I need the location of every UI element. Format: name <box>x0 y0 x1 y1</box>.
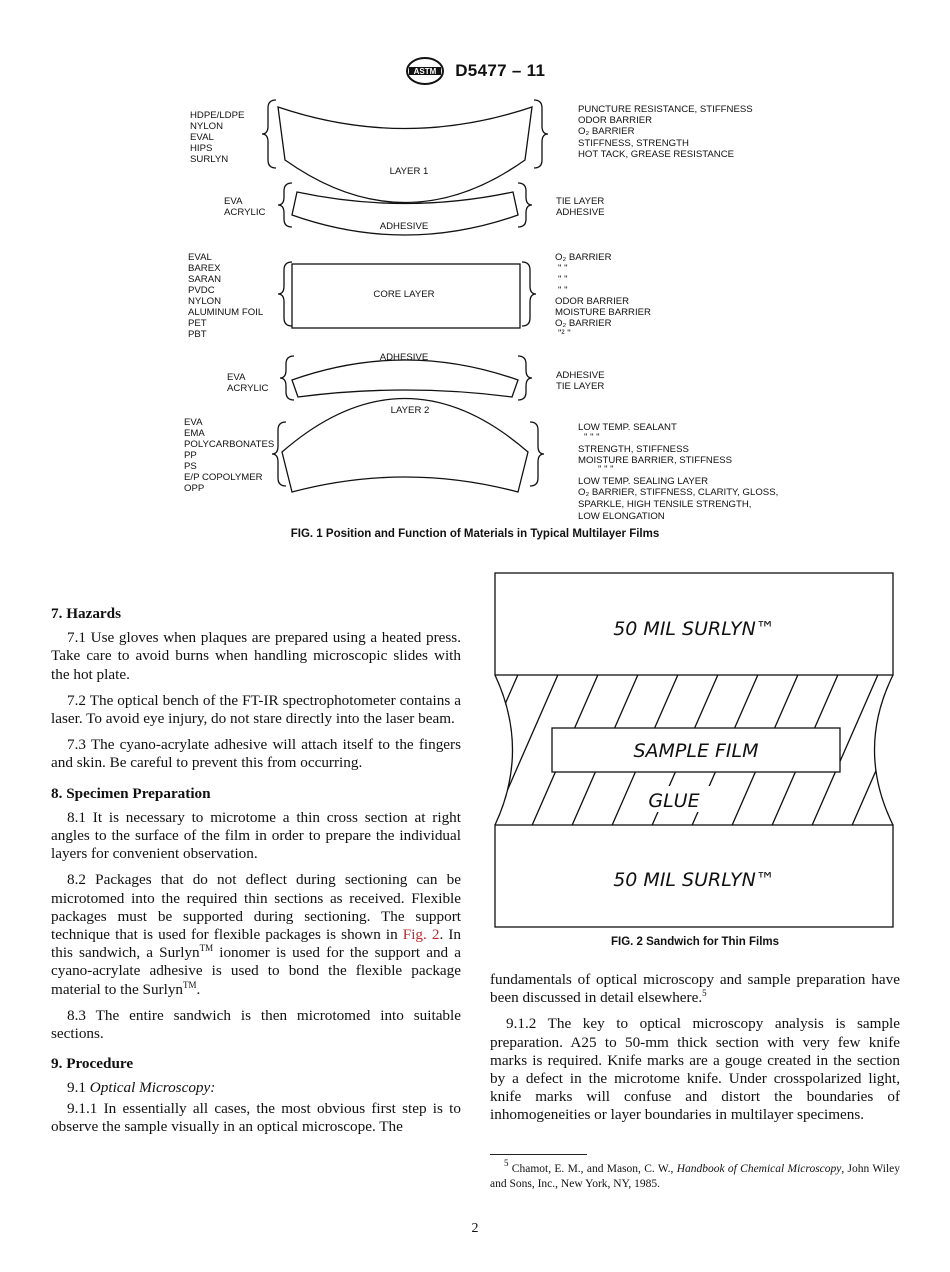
right-column <box>490 971 900 1133</box>
function-label: TIE LAYER <box>556 381 605 392</box>
paragraph-8-3: 8.3 The entire sandwich is then microtomed into suitable sections. <box>51 1006 461 1043</box>
material-label: PET <box>188 318 207 329</box>
section-7-heading: 7. Hazards <box>51 605 122 622</box>
material-label: HIPS <box>190 143 213 154</box>
function-label: " " <box>558 285 568 296</box>
paragraph-8-1: 8.1 It is necessary to microtome a thin cross section at right angles to the surface of the film in order to prepare the individual layers for convenient observation. <box>51 808 461 863</box>
function-label: " " <box>558 263 568 274</box>
function-label: ADHESIVE <box>556 370 605 381</box>
left-column <box>51 605 461 1144</box>
continued-paragraph: fundamentals of optical microscopy and sample preparation have been discussed in detail elsewhere.$^5$ <box>490 971 900 1007</box>
function-label: O₂ BARRIER <box>555 318 612 329</box>
function-label: "² " <box>558 328 571 339</box>
function-label: SPARKLE, HIGH TENSILE STRENGTH, <box>578 499 752 510</box>
function-label: " " <box>558 274 568 285</box>
core-layer-label: CORE LAYER <box>373 289 435 300</box>
function-label: O₂ BARRIER <box>578 126 635 137</box>
material-label: SURLYN <box>190 154 229 165</box>
function-label: STIFFNESS, STRENGTH <box>578 138 689 149</box>
standard-designation: D5477 – 11 <box>455 61 546 80</box>
material-label: EVA <box>184 417 203 428</box>
paragraph-9-1-2: 9.1.2 The key to optical microscopy analysis is sample preparation. A25 to 50-mm thick section with very few knife marks is required. Knife marks are a gouge created in the section by a defect in the microtome knife. Under crosspolarized light, knife marks will confuse and distort the boundaries of inhomogeneities or layer boundaries in multilayer specimens. <box>490 1015 900 1124</box>
page-number: 2 <box>471 1221 479 1236</box>
material-label: POLYCARBONATES <box>184 439 275 450</box>
fig2-link[interactable]: Fig. 2 <box>402 926 440 944</box>
paragraph-7-1: 7.1 Use gloves when plaques are prepared using a heated press. Take care to avoid burns when handling microscopic slides with the hot plate. <box>51 629 461 683</box>
footnote-ref[interactable]: 5 <box>702 988 707 999</box>
material-label: EMA <box>184 428 205 439</box>
function-label: ADHESIVE <box>556 207 605 218</box>
function-label: LOW ELONGATION <box>578 511 665 522</box>
material-label: ALUMINUM FOIL <box>188 307 264 318</box>
material-label: E/P COPOLYMER <box>184 472 263 483</box>
footnote-divider <box>490 1154 587 1155</box>
material-label: HDPE/LDPE <box>190 110 245 121</box>
function-label: " " " <box>584 432 600 443</box>
paragraph-7-3: 7.3 The cyano-acrylate adhesive will attach itself to the fingers and skin. Be careful to prevent this from occurring. <box>51 736 461 772</box>
layer1-shape <box>278 107 532 203</box>
material-label: BAREX <box>188 263 221 274</box>
material-label: OPP <box>184 483 205 494</box>
figure-1-diagram <box>0 0 950 560</box>
material-label: EVAL <box>188 252 212 263</box>
figure-2-caption: FIG. 2 Sandwich for Thin Films <box>610 936 780 948</box>
function-label: LOW TEMP. SEALING LAYER <box>578 476 709 487</box>
function-label: PUNCTURE RESISTANCE, STIFFNESS <box>578 104 753 115</box>
adhesive1-label: ADHESIVE <box>379 221 429 232</box>
figure-1-caption: FIG. 1 Position and Function of Materials in Typical Multilayer Films <box>290 528 660 540</box>
function-label: HOT TACK, GREASE RESISTANCE <box>578 149 735 160</box>
function-label: LOW TEMP. SEALANT <box>578 422 677 433</box>
section-8-heading: 8. Specimen Preparation <box>51 784 211 802</box>
material-label: EVA <box>227 372 246 383</box>
function-label: STRENGTH, STIFFNESS <box>578 444 689 455</box>
function-label: ODOR BARRIER <box>555 296 630 307</box>
adhesive2-shape <box>292 360 518 397</box>
svg-text:ASTM: ASTM <box>413 67 437 76</box>
material-label: EVAL <box>190 132 214 143</box>
figure-2-diagram <box>490 570 900 935</box>
layer2-label: LAYER 2 <box>390 405 430 416</box>
material-label: NYLON <box>188 296 222 307</box>
paragraph-9-1-1: 9.1.1 In essentially all cases, the most obvious first step is to observe the sample visually in an optical microscope. The <box>51 1099 461 1135</box>
function-label: ODOR BARRIER <box>578 115 653 126</box>
glue-label: GLUE <box>648 790 700 812</box>
footnote: $^5$ Chamot, E. M., and Mason, C. W., Handbook of Chemical Microscopy, John Wiley and Sons, Inc., New York, NY, 1985. <box>490 1158 901 1190</box>
function-label: O₂ BARRIER, STIFFNESS, CLARITY, GLOSS, <box>578 487 779 498</box>
material-label: PP <box>184 450 197 461</box>
function-label: O₂ BARRIER <box>555 252 612 263</box>
function-label: MOISTURE BARRIER <box>555 307 651 318</box>
material-label: PBT <box>188 329 207 340</box>
material-label: ACRYLIC <box>227 383 269 394</box>
bottom-block-label: 50 MIL SURLYN™ <box>613 869 775 891</box>
top-block-label: 50 MIL SURLYN™ <box>613 618 775 640</box>
sample-film-label: SAMPLE FILM <box>633 740 759 762</box>
section-9-heading: 9. Procedure <box>51 1055 134 1073</box>
material-label: NYLON <box>190 121 224 132</box>
function-label: TIE LAYER <box>556 196 605 207</box>
material-label: EVA <box>224 196 243 207</box>
paragraph-7-2: 7.2 The optical bench of the FT-IR spectrophotometer contains a laser. To avoid eye injury, do not stare directly into the laser beam. <box>51 691 461 728</box>
paragraph-9-1: 9.1 Optical Microscopy: <box>67 1079 216 1097</box>
paragraph-8-2: 8.2 Packages that do not deflect during sectioning can be microtomed into the required thin sections as received. Flexible packages must be supported during sectioning. The support technique that is used for flexible packages is shown in Fig. 2. In this sandwich, a Surlyn™ ionomer is used for the support and a cyano-acrylate adhesive is used to bond the flexible package material to the Surlyn™. <box>51 871 461 998</box>
adhesive2-label: ADHESIVE <box>379 352 429 363</box>
material-label: ACRYLIC <box>224 207 266 218</box>
layer1-label: LAYER 1 <box>389 166 429 177</box>
function-label: " " " <box>598 464 614 475</box>
material-label: PVDC <box>188 285 215 296</box>
material-label: SARAN <box>188 274 222 285</box>
material-label: PS <box>184 461 197 472</box>
function-label: MOISTURE BARRIER, STIFFNESS <box>578 455 733 466</box>
